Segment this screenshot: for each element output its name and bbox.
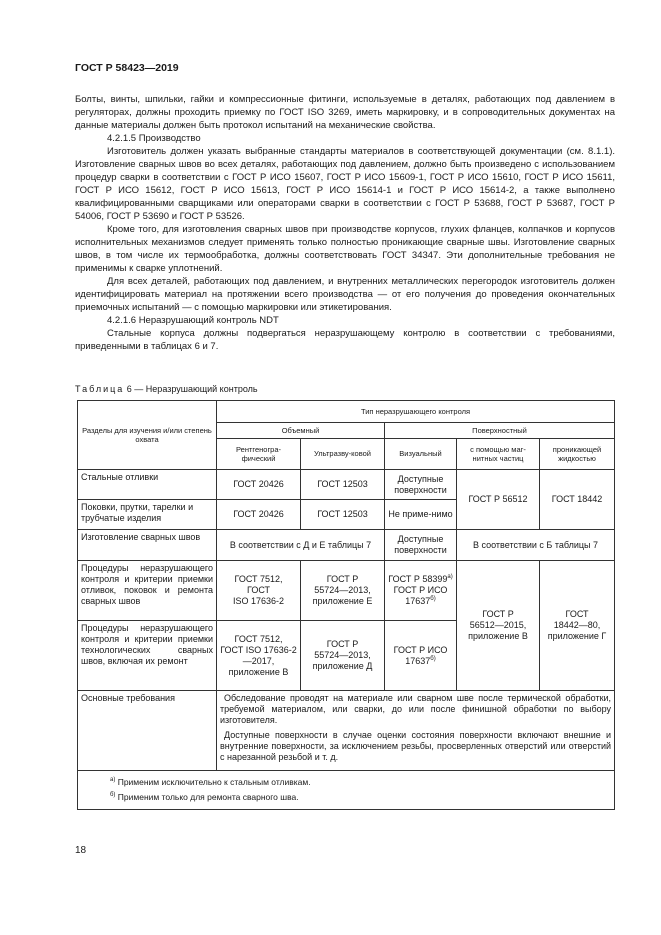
section-4-2-1-5-heading: 4.2.1.5 Производство: [107, 133, 201, 144]
row-basic-requirements-label: Основные требования: [78, 691, 217, 771]
proc-welds-radiographic-line-1: ГОСТ 7512,: [234, 633, 283, 644]
proc-castings-ultrasonic: [301, 561, 385, 621]
proc-castings-radiographic-line-1: ГОСТ 7512,: [234, 574, 283, 584]
proc-penetrant-line-1: ГОСТ: [565, 609, 589, 619]
header-ultrasonic: Ультразву-ковой: [301, 439, 385, 470]
header-magnetic: с помощью маг-нитных частиц: [457, 439, 540, 470]
row-welds-label: Изготовление сварных швов: [78, 530, 217, 561]
ndt-table: [77, 400, 615, 810]
row-forgings-label: Поковки, прутки, тарелки и трубчатые изделия: [78, 500, 217, 530]
proc-castings-ultrasonic-line-3: приложение Е: [312, 596, 373, 606]
footnote-b: $^{б)}$ Применим только для ремонта сварного шва.: [110, 792, 299, 802]
paragraph-penetrating-welds: Кроме того, для изготовления сварных швов при производстве корпусов, глухих фланцев, колпачков и корпусов исполнительных механизмов следует применять только полностью проникающие сварные швы. Изготовление сварных швов, в том числе их термообработка, должны соответствовать ГОСТ 34347. Эти дополнительные требования не применимы к сварке уплотнений.: [75, 224, 615, 274]
proc-welds-radiographic-line-2: ГОСТ ISO 17636-2—2017,: [220, 644, 297, 666]
header-surface: Поверхностный: [385, 423, 615, 439]
header-radiographic: Рентгеногра-фический: [217, 439, 301, 470]
paragraph-ndt-requirement: Стальные корпуса должны подвергаться неразрушающему контролю в соответствии с требованиями, приведенными в таблицах 6 и 7.: [75, 328, 615, 352]
row-proc-welds-label: Процедуры неразрушающего контроля и критерии приемки технологических сварных швов, включая их ремонт: [78, 621, 217, 691]
proc-welds-ultrasonic-line-1: ГОСТ Р: [326, 639, 359, 649]
proc-welds-ultrasonic: [301, 621, 385, 691]
proc-castings-visual-std-2: ГОСТ Р ИСО $17637^{б)}$: [393, 585, 448, 606]
footnote-mark-b: б): [430, 596, 436, 602]
proc-castings-radiographic: [217, 561, 301, 621]
footnote-a: $^{а)}$ Применим исключительно к стальным отливкам.: [110, 777, 311, 787]
proc-castings-visual-std-1: ГОСТ Р $58399^{а)}$: [388, 574, 453, 584]
forgings-visual: Не приме-нимо: [385, 500, 457, 530]
proc-penetrant-line-3: приложение Г: [547, 631, 607, 641]
page-number: 18: [75, 845, 87, 856]
proc-castings-radiographic-line-2: ГОСТ: [246, 585, 271, 595]
proc-castings-visual: [385, 561, 457, 621]
forgings-ultrasonic: ГОСТ 12503: [301, 500, 385, 530]
proc-penetrant-line-2: 18442—80,: [553, 620, 601, 630]
document-header: ГОСТ Р 58423—2019: [75, 62, 179, 74]
welds-surface: В соответствии с Б таблицы 7: [457, 530, 615, 561]
proc-castings-radiographic-line-3: ISO 17636-2: [232, 596, 285, 606]
header-sections: Разделы для изучения и/или степень охвата: [78, 401, 217, 470]
forgings-radiographic: ГОСТ 20426: [217, 500, 301, 530]
table-caption: [75, 384, 258, 394]
footnote-mark-b: б): [430, 655, 436, 662]
proc-welds-ultrasonic-line-2: 55724—2013,: [314, 650, 371, 660]
proc-magnetic-line-1: ГОСТ Р: [482, 609, 514, 619]
proc-welds-ultrasonic-line-3: приложение Д: [312, 661, 373, 671]
table-caption-title: 6 — Неразрушающий контроль: [124, 384, 258, 394]
proc-castings-ultrasonic-line-2: 55724—2013,: [314, 585, 371, 595]
welds-visual: Доступные поверхности: [385, 530, 457, 561]
paragraph-fasteners: Болты, винты, шпильки, гайки и компрессионные фитинги, используемые в деталях, работающих под давлением в регуляторах, должны проходить приемку по ГОСТ ISO 3269, иметь маркировку, и в сопроводительных документах на данные материалы должен быть протокол испытаний на механические свойства.: [75, 94, 615, 131]
paragraph-material-identification: Для всех деталей, работающих под давлением, и внутренних металлических перегородок изготовитель должен идентифицировать материал на протяжении всего производства — от его получения до проведения окончательных приемочных испытаний — с помощью маркировки или этикетирования.: [75, 276, 615, 313]
header-ndt-type: Тип неразрушающего контроля: [217, 401, 615, 423]
proc-welds-radiographic-line-3: приложение В: [228, 666, 289, 677]
proc-castings-ultrasonic-line-1: ГОСТ Р: [326, 574, 359, 584]
basic-requirements-para-2: Доступные поверхности в случае оценки состояния поверхности включают внешние и внутренние поверхности, за исключением резьбы, просверленных отверстий или отверстий с нарезанной резьбой и т. д.: [220, 730, 612, 762]
header-penetrant: проникающей жидкостью: [540, 439, 615, 470]
header-visual: Визуальный: [385, 439, 457, 470]
body-text: [75, 93, 615, 353]
proc-magnetic-line-2: 56512—2015,: [469, 620, 527, 630]
table-footnotes: [78, 771, 615, 810]
row-proc-castings-label: Процедуры неразрушающего контроля и критерии приемки отливок, поковок и ремонта сварных швов: [78, 561, 217, 621]
section-4-2-1-6-heading: 4.2.1.6 Неразрушающий контроль NDT: [107, 315, 279, 326]
proc-magnetic-line-3: приложение В: [468, 631, 528, 641]
magnetic-castings-forgings: ГОСТ Р 56512: [457, 470, 540, 530]
paragraph-welding-procedures: Изготовитель должен указать выбранные стандарты материалов в соответствующей документации (см. 8.1.1). Изготовление сварных швов во всех деталях, работающих под давлением, должно быть произведено с использованием процедур сварки в соответствии с ГОСТ Р ИСО 15607, ГОСТ Р ИСО 15609-1, ГОСТ Р ИСО 15610, ГОСТ Р ИСО 15611, ГОСТ Р ИСО 15612, ГОСТ Р ИСО 15613, ГОСТ Р ИСО 15614-1 и ГОСТ Р ИСО 15614-2, а также выполнено квалифицированными сварщиками или операторами сварки в соответствии с ГОСТ Р 53688, ГОСТ Р 53687, ГОСТ Р 54006, ГОСТ Р 53690 и ГОСТ Р 53526.: [75, 146, 615, 222]
castings-ultrasonic: ГОСТ 12503: [301, 470, 385, 500]
row-castings-label: Стальные отливки: [78, 470, 217, 500]
header-volumetric: Объемный: [217, 423, 385, 439]
footnote-mark-a: а): [447, 574, 453, 580]
castings-radiographic: ГОСТ 20426: [217, 470, 301, 500]
proc-penetrant: [540, 561, 615, 691]
penetrant-castings-forgings: ГОСТ 18442: [540, 470, 615, 530]
proc-welds-radiographic: [217, 621, 301, 691]
castings-visual: Доступные поверхности: [385, 470, 457, 500]
table-caption-prefix: Таблица: [75, 384, 125, 394]
proc-welds-visual: ГОСТ Р ИСО $17637^{б)}$: [385, 621, 457, 691]
proc-magnetic: [457, 561, 540, 691]
basic-requirements-para-1: Обследование проводят на материале или сварном шве после термической обработки, требуемой материалом, или сварки, до или после финишной обработки по выбору изготовителя.: [220, 693, 612, 725]
basic-requirements-text: [217, 691, 615, 771]
welds-volumetric: В соответствии с Д и Е таблицы 7: [217, 530, 385, 561]
